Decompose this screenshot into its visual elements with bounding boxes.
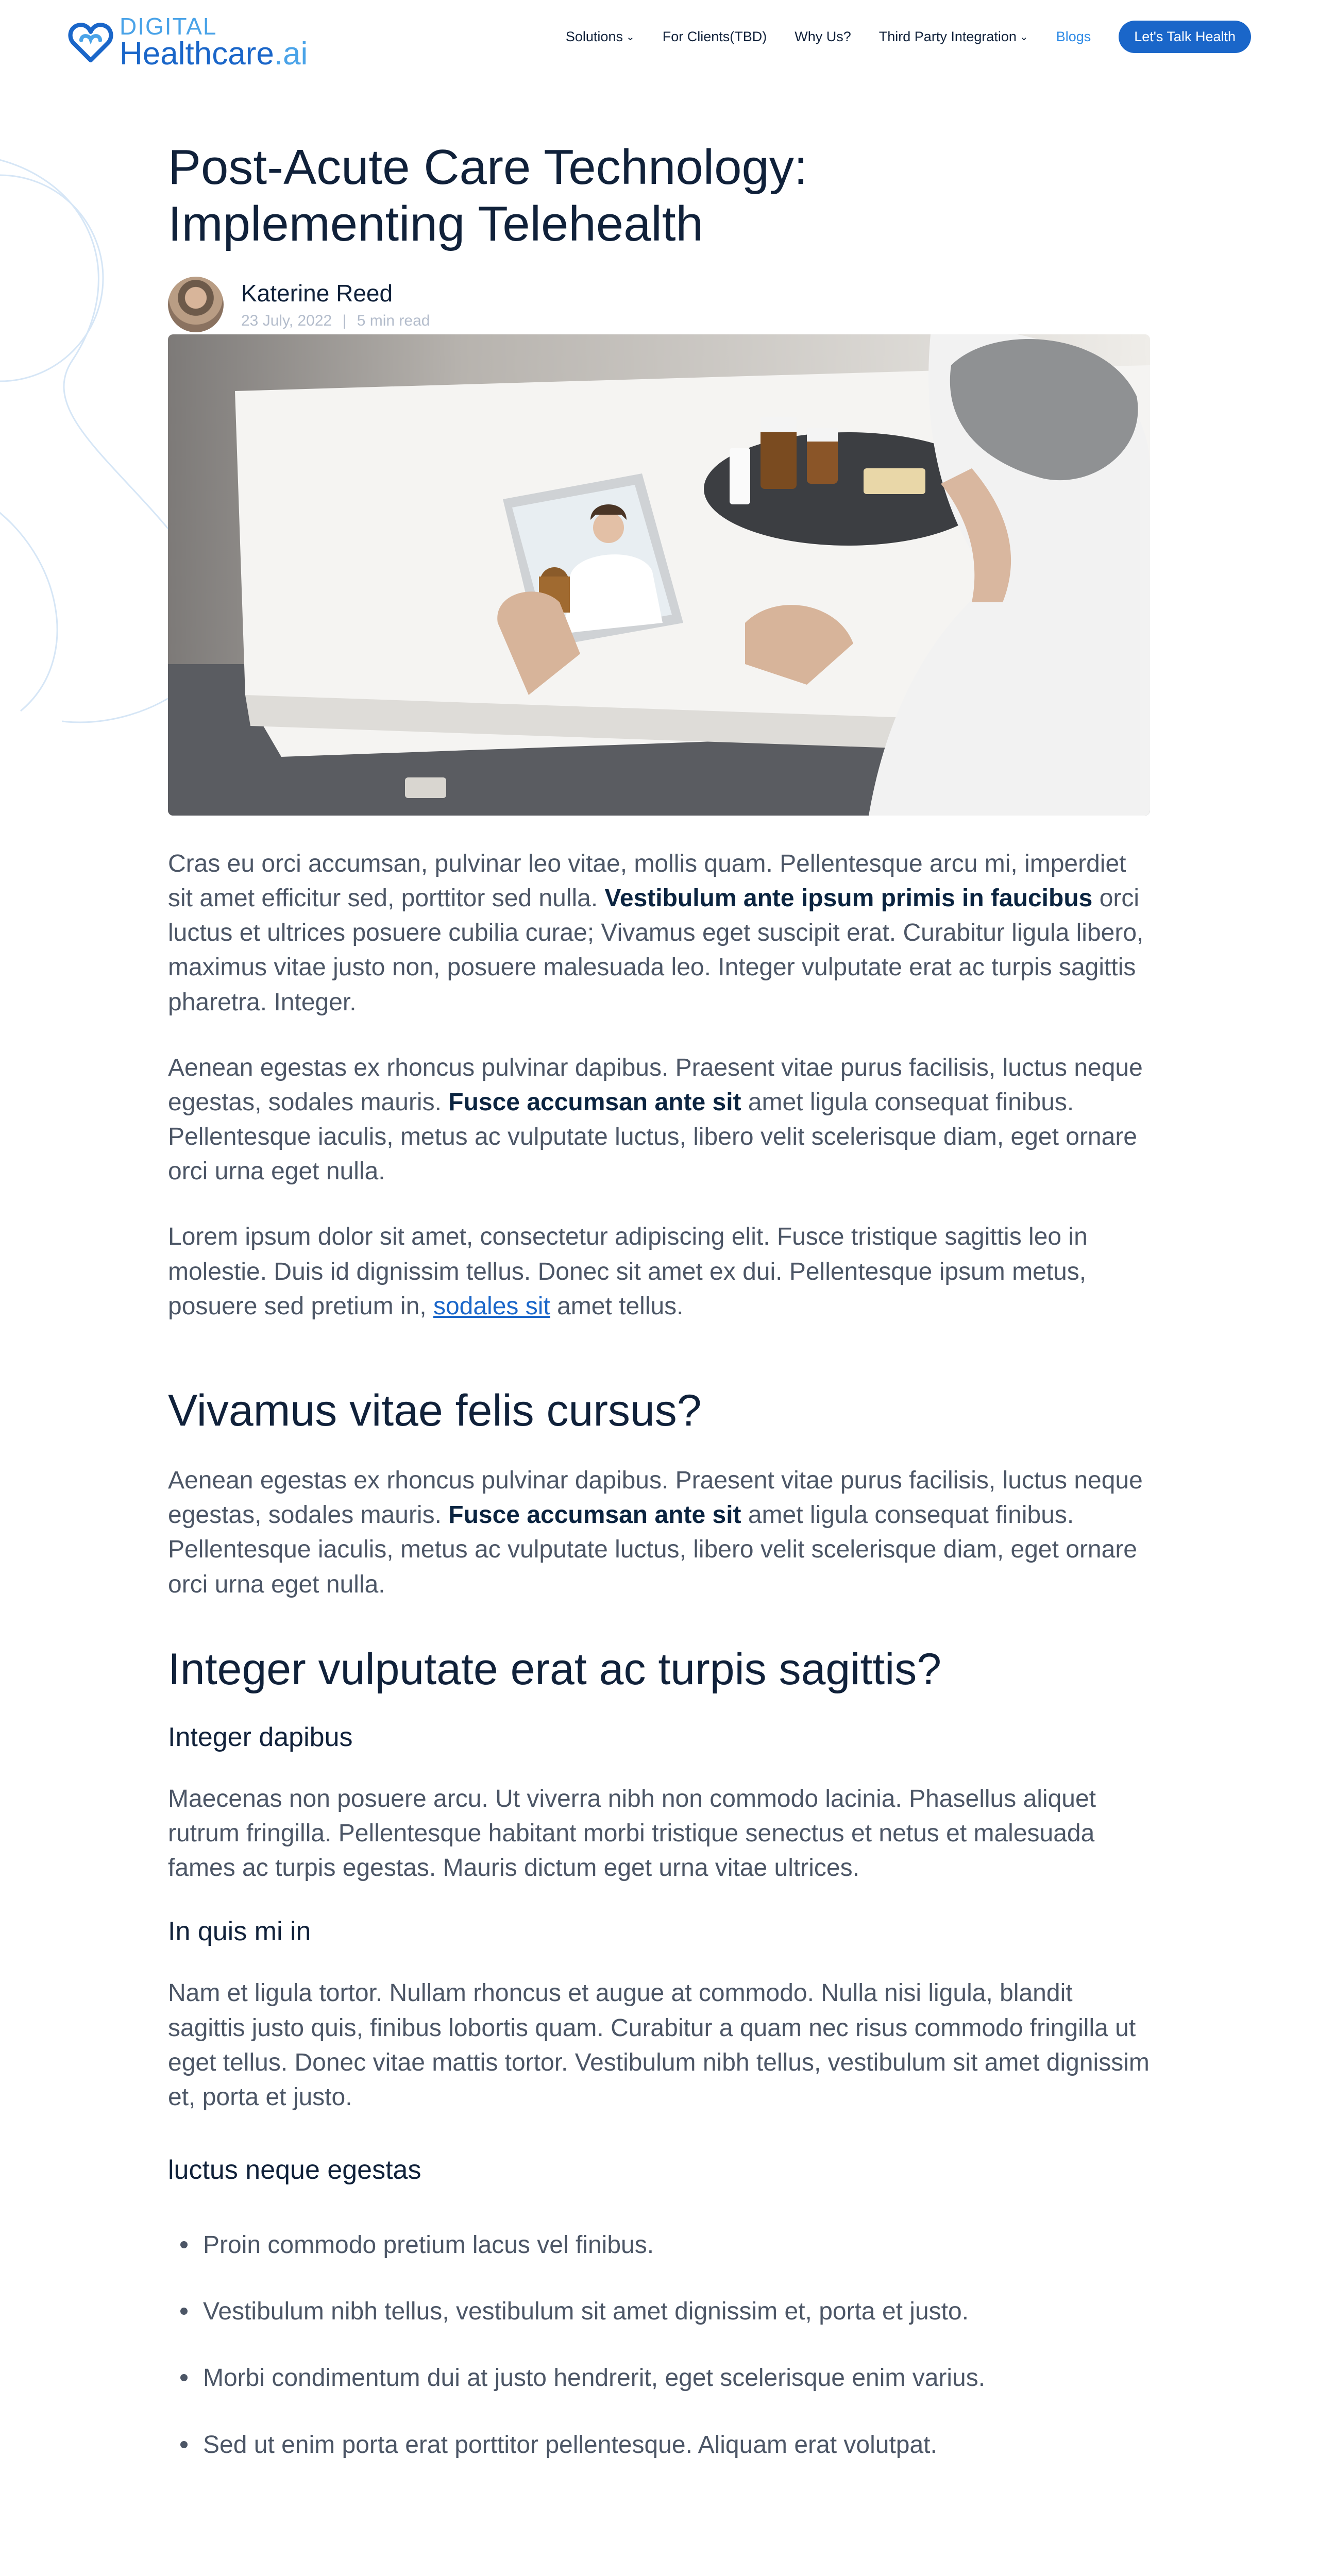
subheading-luctus-neque-egestas: luctus neque egestas — [168, 2155, 421, 2185]
meta-separator: | — [342, 312, 347, 329]
hero-image — [168, 334, 1150, 816]
paragraph-4: Aenean egestas ex rhoncus pulvinar dapibus. Praesent vitae purus facilisis, luctus neque egestas, sodales mauris. Fusce accumsan ante sit amet ligula consequat finibus. Pellentesque iaculis, metus ac vulputate luctus, libero velit scelerisque diam, eget ornare orci urna eget nulla. — [168, 1467, 1143, 1598]
subheading-integer-dapibus: Integer dapibus — [168, 1722, 353, 1752]
section-heading-1: Vivamus vitae felis cursus? — [168, 1386, 702, 1436]
list-item: Vestibulum nibh tellus, vestibulum sit amet dignissim et, porta et justo. — [168, 2294, 1150, 2329]
nav-item-solutions[interactable]: Solutions ⌄ — [565, 29, 635, 44]
sodales-sit-link[interactable]: sodales sit — [433, 1292, 550, 1320]
article-date: 23 July, 2022 — [241, 312, 332, 329]
paragraph-5: Maecenas non posuere arcu. Ut viverra nibh non commodo lacinia. Phasellus aliquet rutrum fringilla. Pellentesque habitant morbi tristique senectus et netus et malesuada fames ac turpis egestas. Mauris dictum eget urna vitae ultrices. — [168, 1785, 1096, 1882]
article-title: Post-Acute Care Technology: Implementing Telehealth — [168, 140, 808, 252]
heart-logo-icon — [67, 19, 114, 66]
paragraph-2: Aenean egestas ex rhoncus pulvinar dapibus. Praesent vitae purus facilisis, luctus neque egestas, sodales mauris. Fusce accumsan ante sit amet ligula consequat finibus. Pellentesque iaculis, metus ac vulputate luctus, libero velit scelerisque diam, eget ornare orci urna eget nulla. — [168, 1054, 1143, 1185]
site-header — [0, 0, 1318, 77]
section-heading-2: Integer vulputate erat ac turpis sagittis? — [168, 1644, 942, 1694]
nav-item-blogs[interactable]: Blogs — [1056, 29, 1091, 44]
telehealth-illustration — [168, 334, 1150, 816]
logo-text-top: DIGITAL — [120, 13, 217, 40]
paragraph-1: Cras eu orci accumsan, pulvinar leo vitae, mollis quam. Pellentesque arcu mi, imperdiet sit amet efficitur sed, porttitor sed nulla. Vestibulum ante ipsum primis in faucibus orci luctus et ultrices posuere cubilia curae; Vivamus eget suscipit erat. Curabitur ligula libero, maximus vitae justo non, posuere malesuada leo. Integer vulputate erat ac turpis sagittis pharetra. Integer. — [168, 850, 1144, 1016]
author-block — [168, 277, 1150, 332]
nav-item-for-clients[interactable]: For Clients(TBD) — [662, 29, 767, 44]
nav-item-third-party-integration[interactable]: Third Party Integration ⌄ — [878, 29, 1028, 44]
brand-logo[interactable] — [67, 14, 308, 70]
lets-talk-health-button[interactable]: Let's Talk Health — [1119, 21, 1251, 53]
list-item: Morbi condimentum dui at justo hendrerit, eget scelerisque enim varius. — [168, 2361, 1150, 2395]
subheading-in-quis-mi-in: In quis mi in — [168, 1917, 311, 1947]
read-time: 5 min read — [357, 312, 430, 329]
chevron-down-icon: ⌄ — [1019, 31, 1028, 43]
article — [168, 139, 1150, 2494]
paragraph-6: Nam et ligula tortor. Nullam rhoncus et augue at commodo. Nulla nisi ligula, blandit sagittis justo quis, finibus lobortis quam. Curabitur a quam nec risus commodo fringilla ut eget tellus. Donec vitae mattis tortor. Vestibulum nibh tellus, vestibulum sit amet dignissim et, porta et justo. — [168, 1979, 1150, 2111]
article-meta — [241, 312, 430, 330]
main-nav — [566, 21, 1251, 53]
chevron-down-icon: ⌄ — [626, 31, 635, 43]
logo-text-bottom: Healthcare.ai — [120, 36, 308, 72]
author-avatar — [168, 277, 224, 332]
author-name: Katerine Reed — [241, 279, 393, 307]
bullet-list — [168, 2228, 1150, 2462]
list-item: Proin commodo pretium lacus vel finibus. — [168, 2228, 1150, 2262]
paragraph-3: Lorem ipsum dolor sit amet, consectetur adipiscing elit. Fusce tristique sagittis leo in molestie. Duis id dignissim tellus. Donec sit amet ex dui. Pellentesque ipsum metus, posuere sed pretium in, sodales sit amet tellus. — [168, 1223, 1088, 1320]
list-item: Sed ut enim porta erat porttitor pellentesque. Aliquam erat volutpat. — [168, 2428, 1150, 2462]
nav-item-why-us[interactable]: Why Us? — [795, 29, 851, 44]
